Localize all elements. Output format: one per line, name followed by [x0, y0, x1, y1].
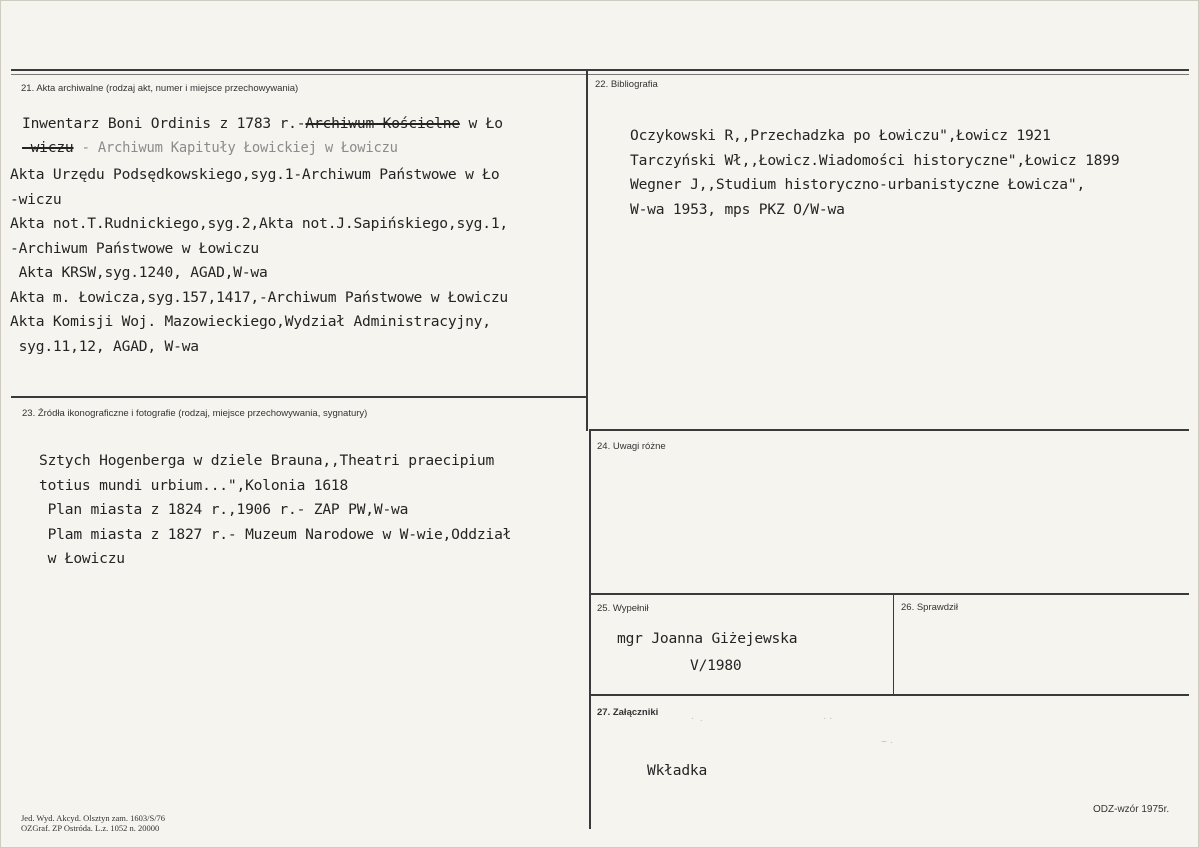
- bleed-through-mark: · .: [691, 713, 703, 724]
- section21-line2-correction: - Archiwum Kapituły Łowickiej w Łowiczu: [73, 140, 398, 156]
- iconography-entry: Plam miasta z 1827 r.- Muzeum Narodowe w W-wie,Oddział: [39, 525, 512, 543]
- archival-entry: syg.11,12, AGAD, W-wa: [10, 337, 199, 355]
- filled-by-date: V/1980: [690, 657, 742, 674]
- section21-entries: [10, 163, 508, 359]
- printer-info-line: OZGraf. ZP Ostróda. L.z. 1052 n. 20000: [21, 823, 160, 833]
- section25-bottom-rule: [589, 694, 1189, 696]
- section25-label: 25. Wypełnił: [597, 603, 649, 614]
- section21-second-line: [22, 136, 398, 161]
- section21-line2-struck: -wiczu: [22, 139, 74, 156]
- section27-label: 27. Załączniki: [597, 707, 659, 718]
- archival-entry: Akta KRSW,syg.1240, AGAD,W-wa: [10, 264, 268, 281]
- top-rule: [11, 69, 1189, 71]
- section24-bottom-rule: [589, 593, 1189, 595]
- section22-bottom-rule: [589, 429, 1189, 431]
- iconography-entry: Plan miasta z 1824 r.,1906 r.- ZAP PW,W-wa: [39, 501, 409, 518]
- iconography-entry: w Łowiczu: [39, 550, 125, 567]
- section26-label: 26. Sprawdził: [901, 602, 959, 613]
- section23-label: 23. Źródła ikonograficzne i fotografie (rodzaj, miejsce przechowywania, sygnatury): [22, 408, 368, 419]
- section21-line1-end: w Ło: [459, 115, 503, 132]
- archival-entry: -Archiwum Państwowe w Łowiczu: [10, 239, 259, 257]
- iconography-entry: totius mundi urbium...",Kolonia 1618: [39, 476, 349, 494]
- iconography-entry: Sztych Hogenberga w dziele Brauna,,Theatri praecipium: [39, 452, 495, 469]
- attachment-value: Wkładka: [647, 762, 708, 779]
- archival-entry: Akta Komisji Woj. Mazowieckiego,Wydział Administracyjny,: [10, 313, 491, 330]
- archival-entry: Akta Urzędu Podsędkowskiego,syg.1-Archiwum Państwowe w Ło: [10, 166, 500, 183]
- bibliography-entry: Wegner J,,Studium historyczno-urbanistyczne Łowicza",: [630, 176, 1086, 193]
- iconography-list: [39, 449, 511, 572]
- section24-label: 24. Uwagi różne: [597, 441, 666, 452]
- section21-line1-struck: Archiwum Kościelne: [305, 115, 460, 132]
- filled-by-name: mgr Joanna Giżejewska: [617, 630, 798, 647]
- archival-entry: Akta m. Łowicza,syg.157,1417,-Archiwum Państwowe w Łowiczu: [10, 288, 508, 306]
- form-template-id: ODZ-wzór 1975r.: [1093, 804, 1170, 815]
- bibliography-entry: Oczykowski R,,Przechadzka po Łowiczu",Łowicz 1921: [630, 127, 1051, 144]
- bleed-through-mark: · ·: [823, 713, 833, 724]
- section25-26-divider: [893, 594, 894, 694]
- section21-bottom-rule: [11, 396, 587, 398]
- section21-first-line: [22, 112, 503, 137]
- printer-info-line: Jed. Wyd. Akcyd. Olsztyn zam. 1603/S/76: [21, 813, 166, 823]
- printer-info: [21, 813, 165, 833]
- bibliography-entry: W-wa 1953, mps PKZ O/W-wa: [630, 200, 845, 218]
- archival-entry: -wiczu: [10, 190, 62, 208]
- section22-label: 22. Bibliografia: [595, 79, 658, 90]
- right-column-divider: [589, 429, 591, 829]
- bibliography-entry: Tarczyński Wł,,Łowicz.Wiadomości historyczne",Łowicz 1899: [630, 151, 1120, 169]
- archival-entry: Akta not.T.Rudnickiego,syg.2,Akta not.J.Sapińskiego,syg.1,: [10, 215, 508, 232]
- section21-label: 21. Akta archiwalne (rodzaj akt, numer i miejsce przechowywania): [21, 83, 299, 94]
- top-rule-secondary: [11, 74, 1189, 75]
- bibliography-list: [630, 124, 1119, 222]
- center-divider: [586, 71, 588, 431]
- bleed-through-mark: ~ ·: [881, 737, 893, 748]
- section21-line1-text: Inwentarz Boni Ordinis z 1783 r.-: [22, 115, 306, 132]
